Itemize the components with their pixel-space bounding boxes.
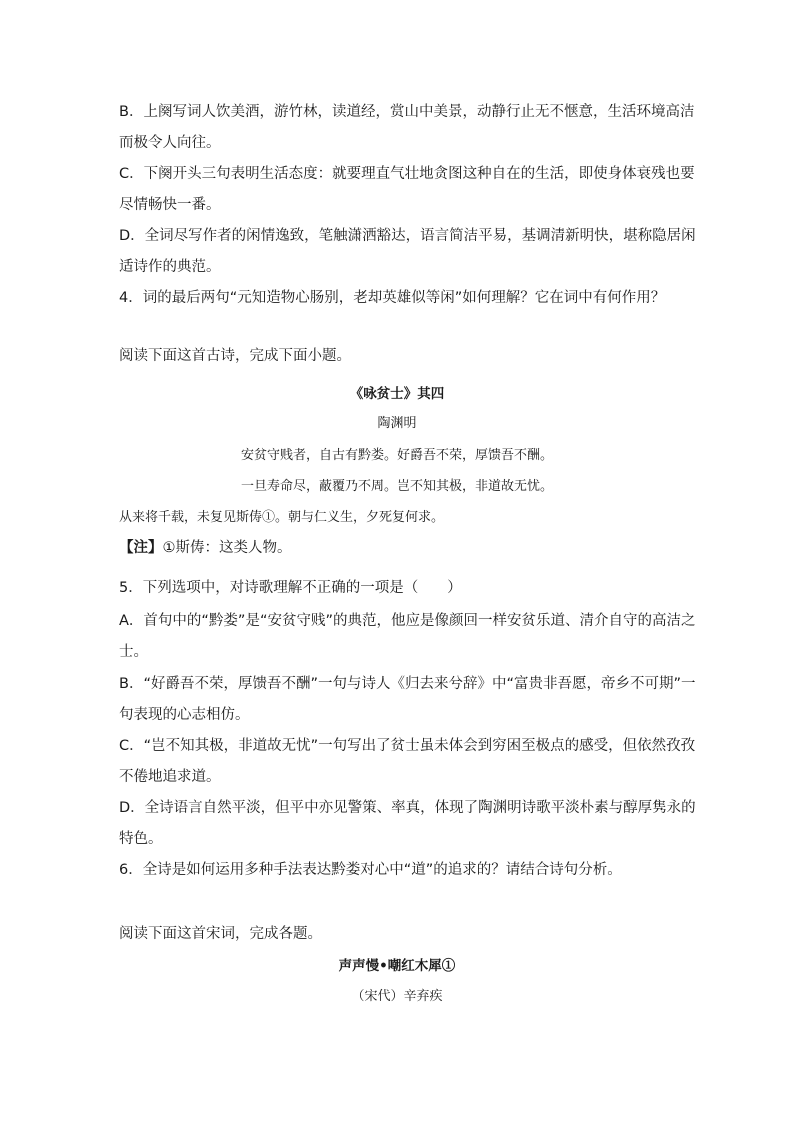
q3-option-c-line1: C．下阕开头三句表明生活态度：就要理直气壮地贪图这种自在的生活，即使身体衰残也要 bbox=[119, 166, 695, 182]
q5-option-b-line1: B．“好爵吾不荣，厚馈吾不酬”一句与诗人《归去来兮辞》中“富贵非吾愿，帝乡不可期”一 bbox=[119, 676, 696, 692]
poem-title: 《咏贫士》其四 bbox=[349, 386, 445, 402]
question-5-stem: 5．下列选项中，对诗歌理解不正确的一项是（ ） bbox=[119, 580, 462, 596]
section3-intro: 阅读下面这首宋词，完成各题。 bbox=[119, 926, 322, 942]
poem-line-3: 从来将千载，未复见斯俦①。朝与仁义生，夕死复何求。 bbox=[119, 510, 445, 525]
note-text: ①斯俦：这类人物。 bbox=[162, 540, 292, 556]
ci-author: （宋代）辛弃疾 bbox=[351, 989, 443, 1004]
ci-title: 声声慢•嘲红木犀① bbox=[338, 958, 456, 974]
q5-option-a-line2: 士。 bbox=[119, 644, 148, 660]
poem-note bbox=[119, 533, 679, 565]
q3-option-c-line2: 尽情畅快一番。 bbox=[119, 197, 221, 213]
poem-line-2: 一旦寿命尽，蔽覆乃不周。岂不知其极，非道故无忧。 bbox=[240, 479, 553, 494]
q5-option-c-line2: 不倦地追求道。 bbox=[119, 769, 221, 785]
q3-option-d-line2: 适诗作的典范。 bbox=[119, 259, 221, 275]
q5-option-a-line1: A．首句中的“黔娄”是“安贫守贱”的典范，他应是像颜回一样安贫乐道、清介自守的高洁之 bbox=[119, 613, 696, 629]
q5-option-b-line2: 句表现的心志相仿。 bbox=[119, 707, 250, 723]
note-label: 【注】 bbox=[119, 540, 163, 556]
q5-option-c-line1: C．“岂不知其极，非道故无忧”一句写出了贫士虽未体会到穷困至极点的感受，但依然孜孜 bbox=[119, 738, 696, 754]
poem-line-1: 安贫守贱者，自古有黔娄。好爵吾不荣，厚馈吾不酬。 bbox=[240, 448, 553, 463]
question-6: 6．全诗是如何运用多种手法表达黔娄对心中“道”的追求的？请结合诗句分析。 bbox=[119, 862, 622, 878]
section2-intro: 阅读下面这首古诗，完成下面小题。 bbox=[119, 348, 351, 364]
q3-option-b-line1: B．上阕写词人饮美酒，游竹林，读道经，赏山中美景，动静行止无不惬意，生活环境高洁 bbox=[119, 104, 695, 120]
question-4: 4．词的最后两句“元知造物心肠别，老却英雄似等闲”如何理解？它在词中有何作用？ bbox=[119, 290, 666, 306]
q5-option-d-line2: 特色。 bbox=[119, 831, 163, 847]
q3-option-b-line2: 而极令人向往。 bbox=[119, 135, 221, 151]
q3-option-d-line1: D．全词尽写作者的闲情逸致，笔触潇洒豁达，语言简洁平易，基调清新明快，堪称隐居闲 bbox=[119, 228, 696, 244]
q5-option-d-line1: D．全诗语言自然平淡，但平中亦见警策、率真，体现了陶渊明诗歌平淡朴素与醇厚隽永的 bbox=[119, 800, 696, 816]
poem-author: 陶渊明 bbox=[377, 416, 417, 431]
